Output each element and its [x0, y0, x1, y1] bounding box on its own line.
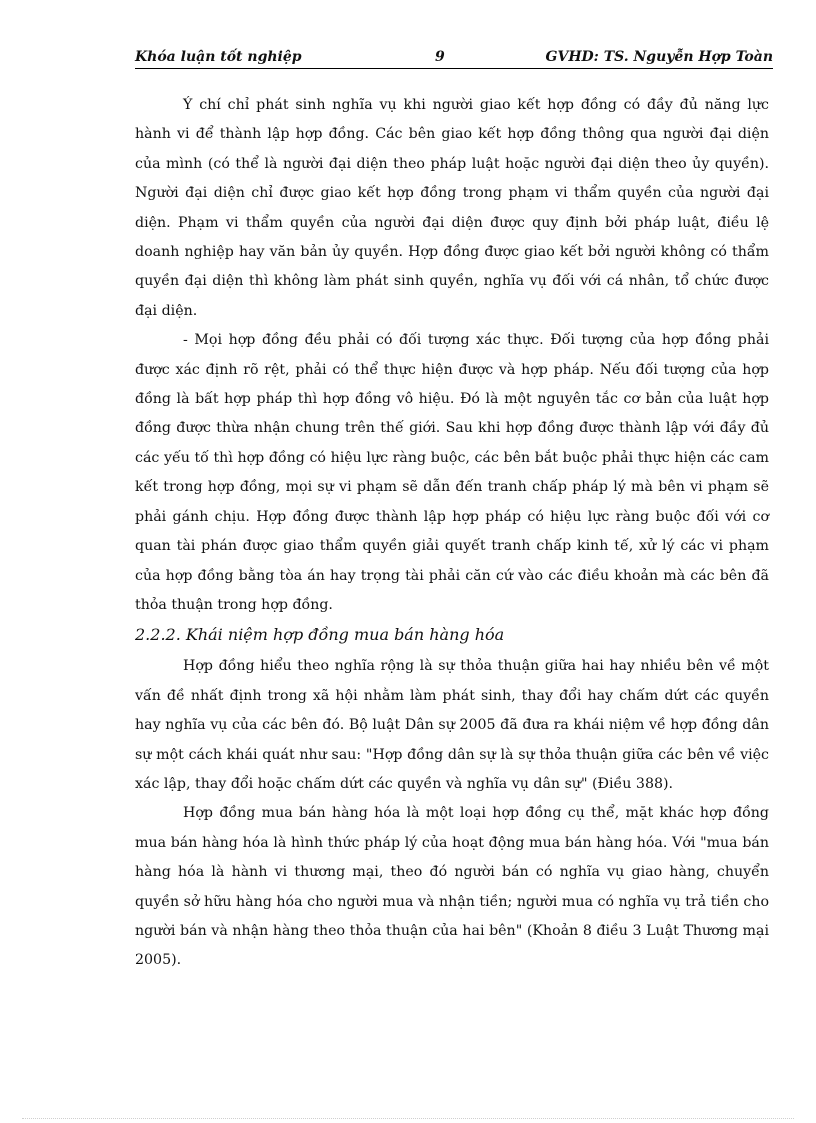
- paragraph: Hợp đồng mua bán hàng hóa là một loại hợp đồng cụ thể, mặt khác hợp đồng mua bán hàng hóa là hình thức pháp lý của hoạt động mua bán hàng hóa. Với "mua bán hàng hóa là hành vi thương mại, theo đó người bán có nghĩa vụ giao hàng, chuyển quyền sở hữu hàng hóa cho người mua và nhận tiền; người mua có nghĩa vụ trả tiền cho người bán và nhận hàng theo thỏa thuận của hai bên" (Khoản 8 điều 3 Luật Thương mại 2005).: [135, 805, 769, 969]
- header-supervisor: GVHD: TS. Nguyễn Hợp Toàn: [545, 49, 773, 65]
- header-thesis-title: Khóa luận tốt nghiệp: [135, 49, 302, 65]
- paragraph: - Mọi hợp đồng đều phải có đối tượng xác thực. Đối tượng của hợp đồng phải được xác định rõ rệt, phải có thể thực hiện được và hợp pháp. Nếu đối tượng của hợp đồng là bất hợp pháp thì hợp đồng vô hiệu. Đó là một nguyên tắc cơ bản của luật hợp đồng được thừa nhận chung trên thế giới. Sau khi hợp đồng được thành lập với đầy đủ các yếu tố thì hợp đồng có hiệu lực ràng buộc, các bên bắt buộc phải thực hiện các cam kết trong hợp đồng, mọi sự vi phạm sẽ dẫn đến tranh chấp pháp lý mà bên vi phạm sẽ phải gánh chịu. Hợp đồng được thành lập hợp pháp có hiệu lực ràng buộc đối với cơ quan tài phán được giao thẩm quyền giải quyết tranh chấp kinh tế, xử lý các vi phạm của hợp đồng bằng tòa án hay trọng tài phải căn cứ vào các điều khoản mà các bên đã thỏa thuận trong hợp đồng.: [135, 332, 769, 613]
- page-bottom-divider: [22, 1118, 794, 1119]
- paragraph: Ý chí chỉ phát sinh nghĩa vụ khi người giao kết hợp đồng có đầy đủ năng lực hành vi để thành lập hợp đồng. Các bên giao kết hợp đồng thông qua người đại diện của mình (có thể là người đại diện theo pháp luật hoặc người đại diện theo ủy quyền). Người đại diện chỉ được giao kết hợp đồng trong phạm vi thẩm quyền của người đại diện. Phạm vi thẩm quyền của người đại diện được quy định bởi pháp luật, điều lệ doanh nghiệp hay văn bản ủy quyền. Hợp đồng được giao kết bởi người không có thẩm quyền đại diện thì không làm phát sinh quyền, nghĩa vụ đối với cá nhân, tổ chức được đại diện.: [135, 97, 769, 319]
- page-number: 9: [435, 49, 445, 65]
- page-header: [135, 48, 773, 69]
- document-body: [135, 91, 769, 976]
- paragraph: Hợp đồng hiểu theo nghĩa rộng là sự thỏa thuận giữa hai hay nhiều bên về một vấn đề nhất định trong xã hội nhằm làm phát sinh, thay đổi hay chấm dứt các quyền hay nghĩa vụ của các bên đó. Bộ luật Dân sự 2005 đã đưa ra khái niệm về hợp đồng dân sự một cách khái quát như sau: "Hợp đồng dân sự là sự thỏa thuận giữa các bên về việc xác lập, thay đổi hoặc chấm dứt các quyền và nghĩa vụ dân sự" (Điều 388).: [135, 658, 769, 792]
- section-heading: 2.2.2. Khái niệm hợp đồng mua bán hàng hóa: [135, 625, 505, 645]
